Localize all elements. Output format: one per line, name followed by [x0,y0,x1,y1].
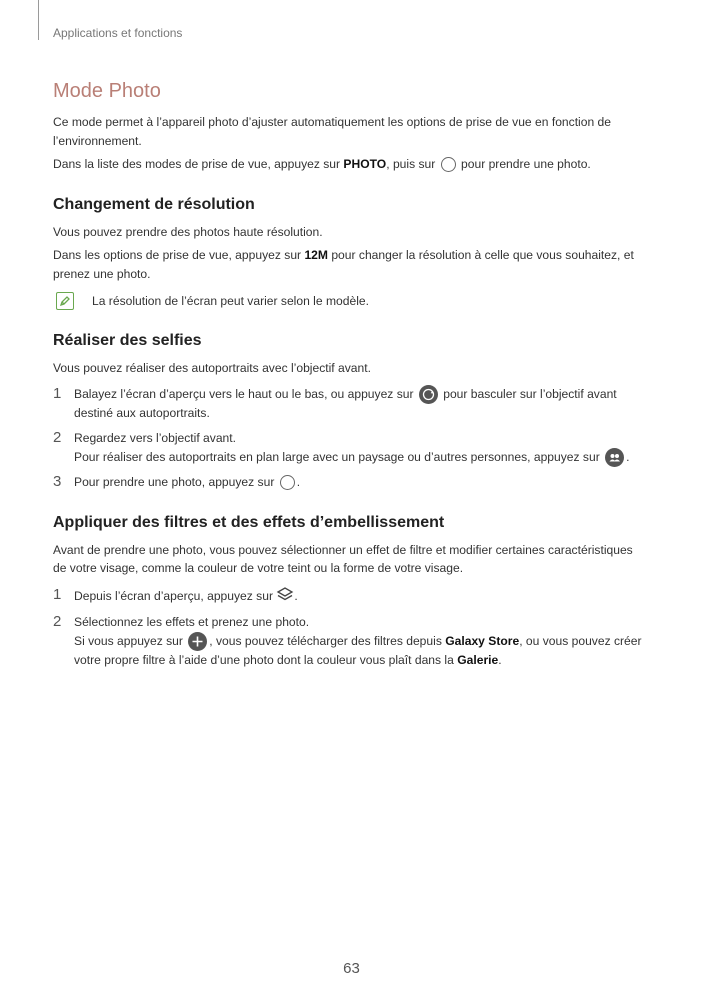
page-content [53,80,645,676]
filters-heading: Appliquer des filtres et des effets d’embellissement [53,513,445,531]
step-text: Depuis l’écran d’aperçu, appuyez sur . [74,586,298,608]
step-number: 1 [53,385,62,403]
step-text: Pour prendre une photo, appuyez sur . [74,474,301,489]
list-item [53,429,645,467]
intro-paragraph-2: Dans la liste des modes de prise de vue, appuyez sur PHOTO, puis sur pour prendre une photo. [53,157,591,172]
filters-icon [276,586,294,608]
resolution-note [53,292,645,310]
filters-steps [53,586,645,670]
shutter-button-icon [441,157,456,172]
page-number: 63 [343,960,360,977]
note-text: La résolution de l’écran peut varier selon le modèle. [92,293,369,308]
switch-camera-icon [419,385,438,404]
selfies-intro: Vous pouvez réaliser des autoportraits avec l’objectif avant. [53,360,371,375]
selfies-heading: Réaliser des selfies [53,331,202,349]
step-number: 1 [53,585,62,603]
list-item [53,613,645,669]
filters-intro: Avant de prendre une photo, vous pouvez sélectionner un effet de filtre et modifier certaines caractéristiques de votre visage, comme la couleur de votre teint ou la forme de votre visage. [53,542,633,576]
section-header: Applications et fonctions [53,26,183,40]
step-number: 2 [53,429,62,447]
selfies-steps [53,385,645,491]
step-text: Sélectionnez les effets et prenez une photo. Si vous appuyez sur , vous pouvez télécharger des filtres depuis Galaxy Store, ou vous pouvez créer votre propre filtre à l’aide d’une photo dont la couleur vous plaît dans la Galerie. [74,615,642,668]
resolution-paragraph-2: Dans les options de prise de vue, appuyez sur 12M pour changer la résolution à celle que vous souhaitez, et prenez une photo. [53,248,634,281]
step-number: 3 [53,472,62,490]
page-title: Mode Photo [53,80,161,102]
list-item [53,385,645,423]
note-pencil-icon [56,292,74,310]
list-item [53,473,645,492]
step-text: Regardez vers l’objectif avant. Pour réaliser des autoportraits en plan large avec un paysage ou d’autres personnes, appuyez sur . [74,429,629,467]
intro-paragraph-1: Ce mode permet à l’appareil photo d’ajuster automatiquement les options de prise de vue en fonction de l’environnement. [53,115,612,148]
shutter-button-icon [280,475,295,490]
header-divider [38,0,39,40]
resolution-heading: Changement de résolution [53,195,255,213]
wide-selfie-icon [605,448,624,467]
resolution-paragraph-1: Vous pouvez prendre des photos haute résolution. [53,224,323,239]
list-item [53,586,645,608]
step-text: Balayez l’écran d’aperçu vers le haut ou le bas, ou appuyez sur pour basculer sur l’objectif avant destiné aux autoportraits. [74,387,617,421]
add-filter-icon [188,632,207,651]
step-number: 2 [53,613,62,631]
